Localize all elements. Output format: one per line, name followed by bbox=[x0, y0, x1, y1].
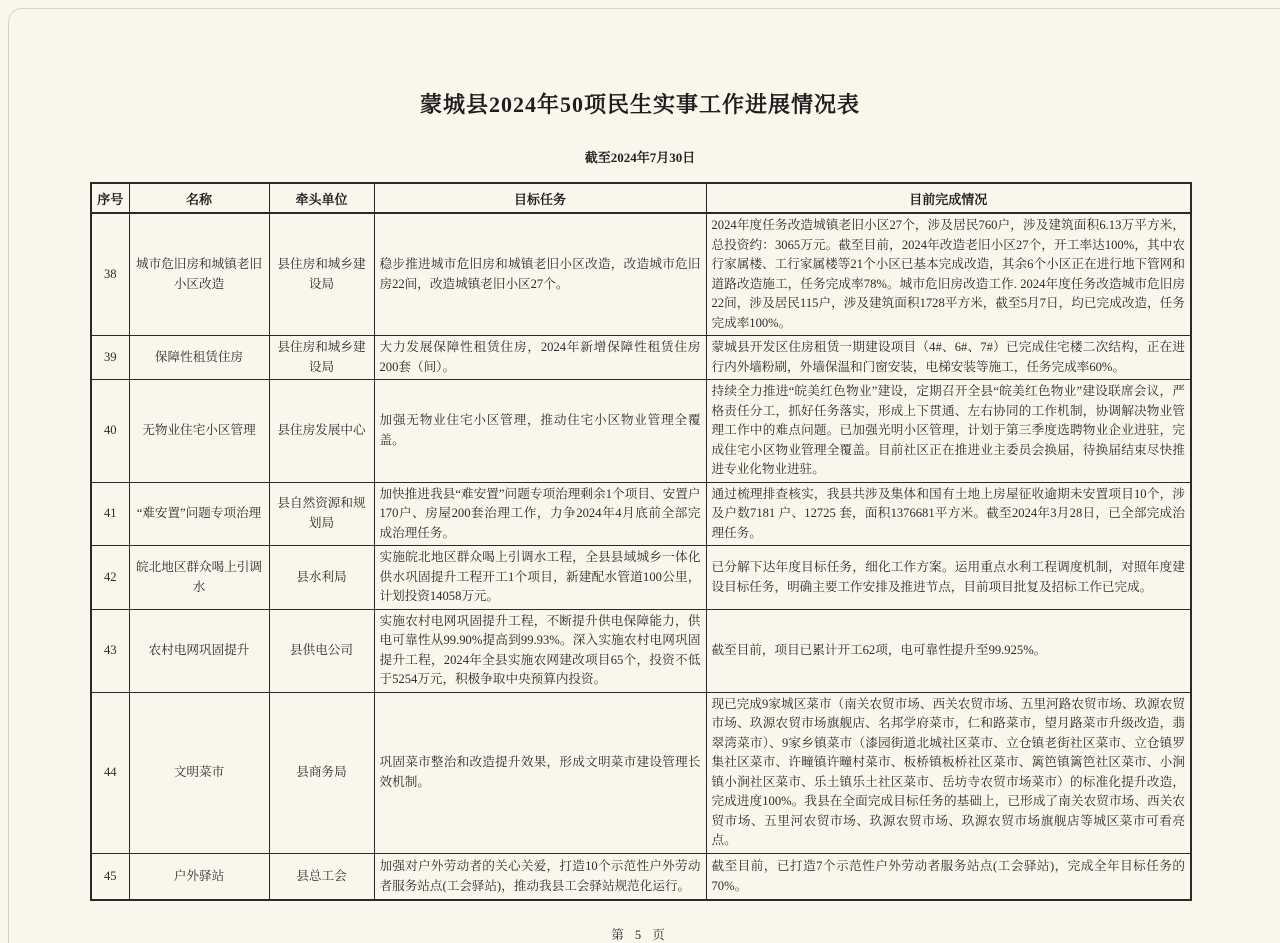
header-name: 名称 bbox=[129, 183, 269, 213]
cell-name: 无物业住宅小区管理 bbox=[129, 380, 269, 483]
cell-task: 大力发展保障性租赁住房，2024年新增保障性租赁住房200套（间）。 bbox=[374, 336, 706, 380]
table-row bbox=[91, 380, 1191, 483]
page-number: 第 5 页 bbox=[611, 928, 669, 943]
cell-name: 户外驿站 bbox=[129, 853, 269, 900]
cell-task: 加快推进我县“难安置”问题专项治理剩余1个项目、安置户170户、房屋200套治理工作，力争2024年4月底前全部完成治理任务。 bbox=[374, 482, 706, 546]
table-row bbox=[91, 609, 1191, 692]
cell-status: 2024年度任务改造城镇老旧小区27个，涉及居民760户，涉及建筑面积6.13万平方米，总投资约：3065万元。截至目前，2024年改造老旧小区27个，开工率达100%，其中农行家属楼、工行家属楼等21个小区已基本完成改造，其余6个小区正在进行地下管网和道路改造施工，任务完成率78%。城市危旧房改造工作. 2024年度任务改造城市危旧房22间，涉及居民115户，涉及建筑面积1728平方米，截至5月7日，均已完成改造，任务完成率100%。 bbox=[706, 213, 1191, 336]
cell-unit: 县自然资源和规划局 bbox=[269, 482, 374, 546]
table-row bbox=[91, 336, 1191, 380]
cell-task: 实施皖北地区群众喝上引调水工程，全县县域城乡一体化供水巩固提升工程开工1个项目，新建配水管道100公里，计划投资14058万元。 bbox=[374, 546, 706, 610]
cell-name: “难安置”问题专项治理 bbox=[129, 482, 269, 546]
table-row bbox=[91, 546, 1191, 610]
cell-task: 巩固菜市整治和改造提升效果，形成文明菜市建设管理长效机制。 bbox=[374, 692, 706, 853]
cell-unit: 县住房发展中心 bbox=[269, 380, 374, 483]
cell-unit: 县水利局 bbox=[269, 546, 374, 610]
cell-status: 截至目前，项目已累计开工62项，电可靠性提升至99.925%。 bbox=[706, 609, 1191, 692]
cell-status: 通过梳理排查核实，我县共涉及集体和国有土地上房屋征收逾期未安置项目10个，涉及户数7181 户、12725 套，面积1376681平方米。截至2024年3月28日，已全部完成治理任务。 bbox=[706, 482, 1191, 546]
cell-name: 文明菜市 bbox=[129, 692, 269, 853]
cell-no: 43 bbox=[91, 609, 129, 692]
cell-name: 保障性租赁住房 bbox=[129, 336, 269, 380]
cell-status: 截至目前，已打造7个示范性户外劳动者服务站点(工会驿站)，完成全年目标任务的70%。 bbox=[706, 853, 1191, 900]
cell-no: 38 bbox=[91, 213, 129, 336]
cell-task: 实施农村电网巩固提升工程，不断提升供电保障能力，供电可靠性从99.90%提高到99.93%。深入实施农村电网巩固提升工程，2024年全县实施农网建改项目65个，投资不低于5254万元，积极争取中央预算内投资。 bbox=[374, 609, 706, 692]
cell-no: 41 bbox=[91, 482, 129, 546]
table-row bbox=[91, 213, 1191, 336]
cell-unit: 县商务局 bbox=[269, 692, 374, 853]
cell-no: 44 bbox=[91, 692, 129, 853]
cell-name: 农村电网巩固提升 bbox=[129, 609, 269, 692]
table-row bbox=[91, 692, 1191, 853]
table-header bbox=[91, 183, 1191, 213]
cell-no: 42 bbox=[91, 546, 129, 610]
document bbox=[90, 0, 1190, 943]
cell-task: 加强对户外劳动者的关心关爱，打造10个示范性户外劳动者服务站点(工会驿站)，推动我县工会驿站规范化运行。 bbox=[374, 853, 706, 900]
page-subtitle: 截至2024年7月30日 bbox=[584, 150, 696, 165]
cell-name: 皖北地区群众喝上引调水 bbox=[129, 546, 269, 610]
cell-status: 现已完成9家城区菜市（南关农贸市场、西关农贸市场、五里河路农贸市场、玖源农贸市场、玖源农贸市场旗舰店、名邦学府菜市，仁和路菜市，望月路菜市升级改造，翡翠湾菜市）、9家乡镇菜市（漆园街道北城社区菜市、立仓镇老街社区菜市、立仓镇罗集社区菜市、许疃镇许疃村菜市、板桥镇板桥社区菜市、篱笆镇篱笆社区菜市、小涧镇小涧社区菜市、乐土镇乐土社区菜市、岳坊寺农贸市场菜市）的标准化提升改造，完成进度100%。我县在全面完成目标任务的基础上，已形成了南关农贸市场、西关农贸市场、五里河农贸市场、玖源农贸市场、玖源农贸市场旗舰店等城区菜市可看亮点。 bbox=[706, 692, 1191, 853]
table-row bbox=[91, 853, 1191, 900]
cell-no: 39 bbox=[91, 336, 129, 380]
cell-task: 稳步推进城市危旧房和城镇老旧小区改造，改造城市危旧房22间，改造城镇老旧小区27个。 bbox=[374, 213, 706, 336]
cell-status: 持续全力推进“皖美红色物业”建设，定期召开全县“皖美红色物业”建设联席会议，严格责任分工，抓好任务落实，形成上下贯通、左右协同的工作机制，协调解决物业管理工作中的难点问题。已加强光明小区管理，计划于第三季度选聘物业企业进驻，完成住宅小区物业管理全覆盖。目前社区正在推进业主委员会换届，待换届结束尽快推进专业化物业进驻。 bbox=[706, 380, 1191, 483]
cell-unit: 县总工会 bbox=[269, 853, 374, 900]
cell-name: 城市危旧房和城镇老旧小区改造 bbox=[129, 213, 269, 336]
header-task: 目标任务 bbox=[374, 183, 706, 213]
header-no: 序号 bbox=[91, 183, 129, 213]
page-title: 蒙城县2024年50项民生实事工作进展情况表 bbox=[419, 92, 860, 117]
table-row bbox=[91, 482, 1191, 546]
cell-unit: 县住房和城乡建设局 bbox=[269, 213, 374, 336]
header-unit: 牵头单位 bbox=[269, 183, 374, 213]
cell-task: 加强无物业住宅小区管理，推动住宅小区物业管理全覆盖。 bbox=[374, 380, 706, 483]
header-status: 目前完成情况 bbox=[706, 183, 1191, 213]
cell-status: 蒙城县开发区住房租赁一期建设项目（4#、6#、7#）已完成住宅楼二次结构，正在进行内外墙粉刷，外墙保温和门窗安装，电梯安装等施工，任务完成率60%。 bbox=[706, 336, 1191, 380]
cell-unit: 县供电公司 bbox=[269, 609, 374, 692]
cell-no: 40 bbox=[91, 380, 129, 483]
cell-status: 已分解下达年度目标任务，细化工作方案。运用重点水利工程调度机制，对照年度建设目标任务，明确主要工作安排及推进节点，目前项目批复及招标工作已完成。 bbox=[706, 546, 1191, 610]
cell-no: 45 bbox=[91, 853, 129, 900]
cell-unit: 县住房和城乡建设局 bbox=[269, 336, 374, 380]
progress-table bbox=[90, 182, 1192, 901]
